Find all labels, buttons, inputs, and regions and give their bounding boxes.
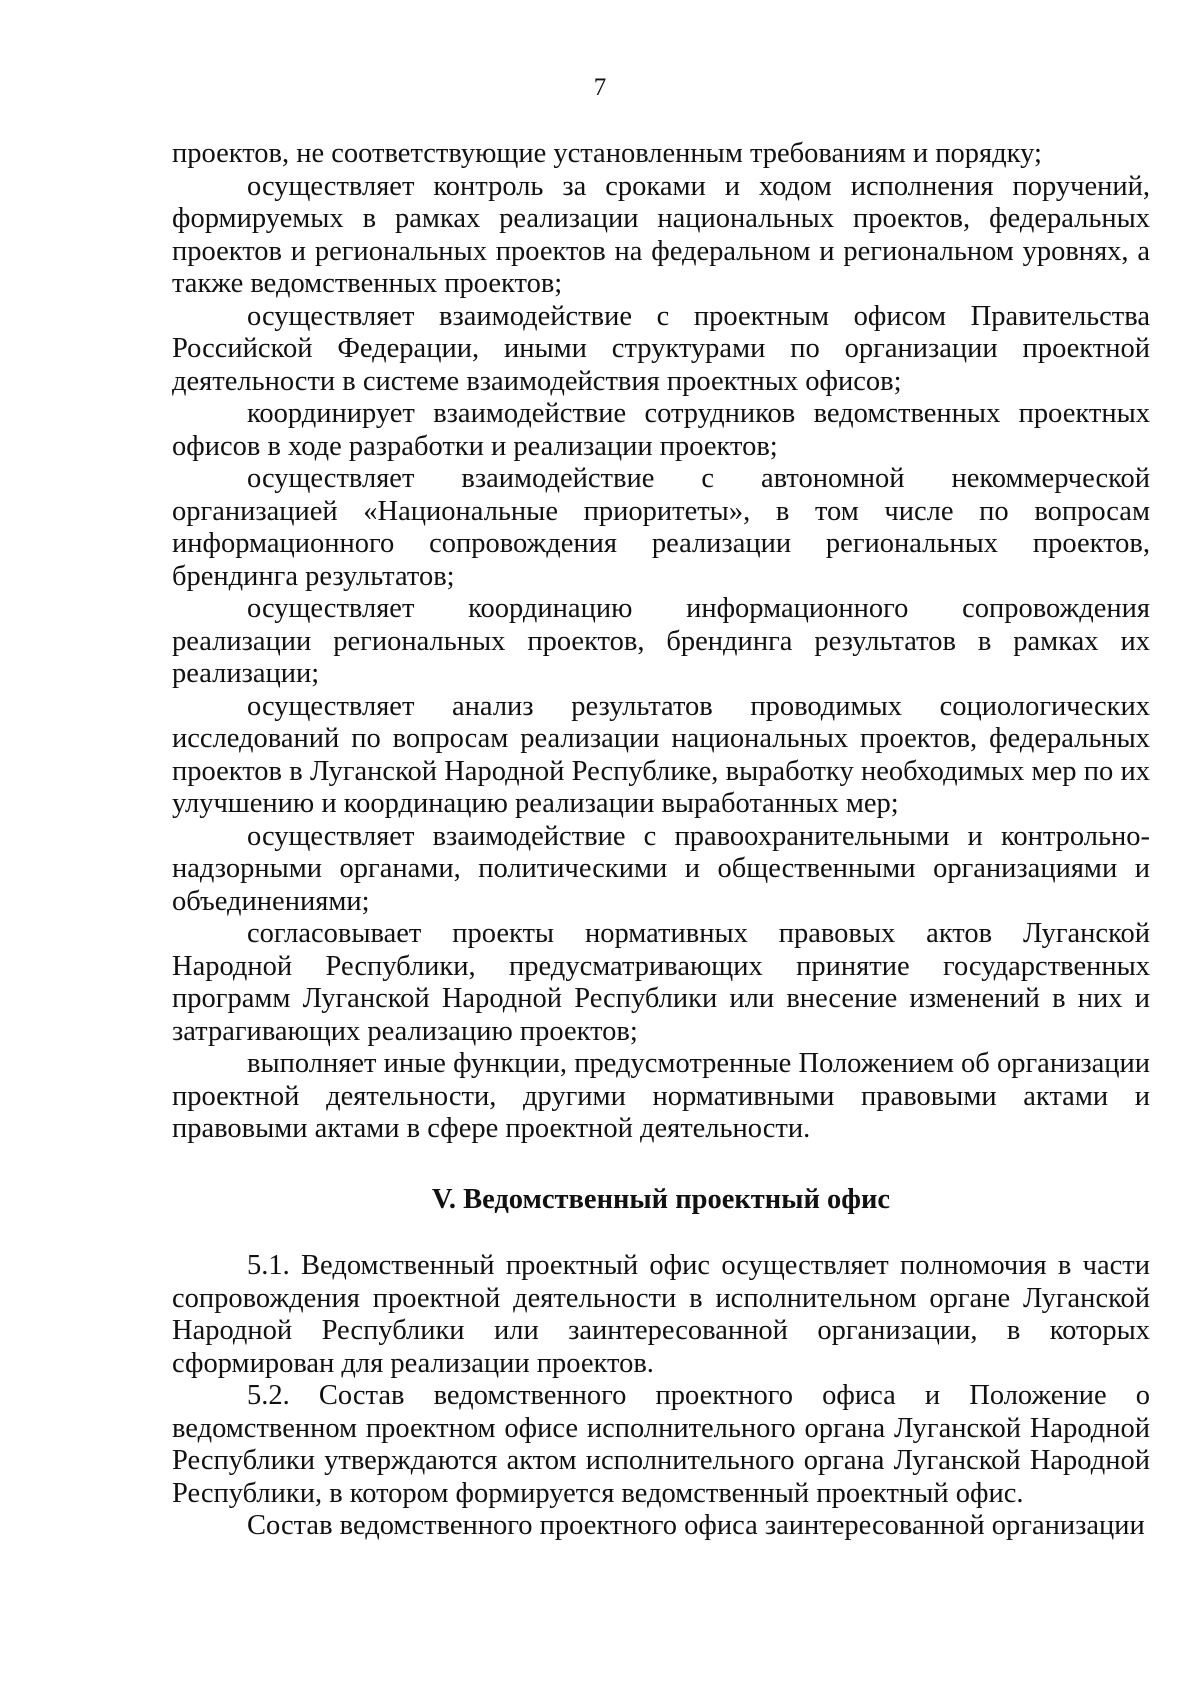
paragraph: осуществляет взаимодействие с проектным офисом Правительства Российской Федерации, иными структурами по организации проектной деятельности в системе взаимодействия проектных офисов; <box>172 300 1150 397</box>
paragraph: осуществляет взаимодействие с правоохранительными и контрольно-надзорными органами, политическими и общественными организациями и объединениями; <box>172 820 1150 917</box>
paragraph: выполняет иные функции, предусмотренные Положением об организации проектной деятельности, другими нормативными правовыми актами и правовыми актами в сфере проектной деятельности. <box>172 1048 1150 1144</box>
section-heading: V. Ведомственный проектный офис <box>431 1184 891 1215</box>
paragraph: координирует взаимодействие сотрудников ведомственных проектных офисов в ходе разработки и реализации проектов; <box>172 398 1150 462</box>
paragraph: осуществляет взаимодействие с автономной некоммерческой организацией «Национальные приоритеты», в том числе по вопросам информационного сопровождения реализации региональных проектов, брендинга результатов; <box>172 463 1150 592</box>
paragraph: осуществляет контроль за сроками и ходом исполнения поручений, формируемых в рамках реализации национальных проектов, федеральных проектов и региональных проектов на федеральном и региональном уровнях, а также ведомственных проектов; <box>172 170 1150 299</box>
paragraph: согласовывает проекты нормативных правовых актов Луганской Народной Республики, предусматривающих принятие государственных программ Луганской Народной Республики или внесение изменений в них и затрагивающих реализацию проектов; <box>172 918 1150 1047</box>
section-paragraph: 5.2. Состав ведомственного проектного офиса и Положение о ведомственном проектном офисе исполнительного органа Луганской Народной Республики утверждаются актом исполнительного органа Луганской Народной Республики, в котором формируется ведомственный проектный офис. <box>172 1380 1150 1509</box>
page-number: 7 <box>593 74 607 101</box>
section-body <box>172 1250 1150 1543</box>
paragraph: осуществляет анализ результатов проводимых социологических исследований по вопросам реализации национальных проектов, федеральных проектов в Луганской Народной Республике, выработку необходимых мер по их улучшению и координацию реализации выработанных мер; <box>172 690 1150 819</box>
document-body <box>172 138 1150 1146</box>
section-paragraph: 5.1. Ведомственный проектный офис осуществляет полномочия в части сопровождения проектной деятельности в исполнительном органе Луганской Народной Республики или заинтересованной организации, в которых сформирован для реализации проектов. <box>172 1250 1150 1379</box>
paragraph-continuation: проектов, не соответствующие установленным требованиям и порядку; <box>172 138 1042 169</box>
section-paragraph: Состав ведомственного проектного офиса заинтересованной организации <box>247 1510 1145 1541</box>
paragraph: осуществляет координацию информационного сопровождения реализации региональных проектов, брендинга результатов в рамках их реализации; <box>172 593 1150 689</box>
